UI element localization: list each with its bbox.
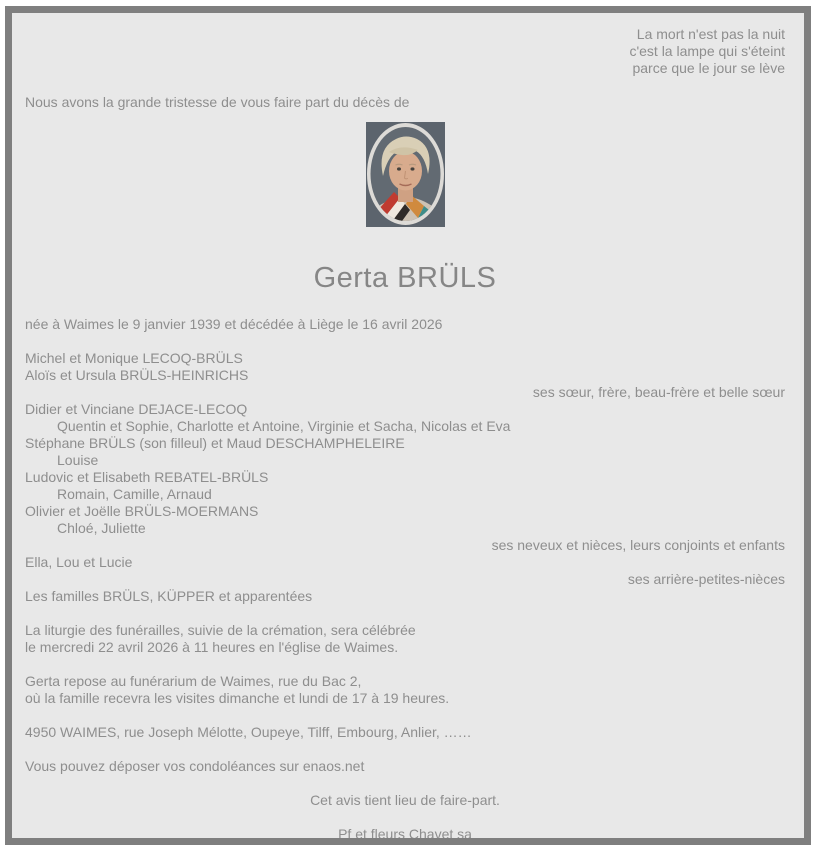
right-eye (410, 167, 414, 170)
family-children-line: Louise (57, 452, 99, 468)
family-list (25, 350, 785, 605)
condolences-line: Vous pouvez déposer vos condoléances sur enaos.net (25, 758, 365, 774)
poem-line-1: La mort n'est pas la nuit (636, 26, 785, 42)
liturgy-paragraph (25, 622, 785, 656)
great-great-nieces-line: Ella, Lou et Lucie (25, 554, 133, 570)
family-member-line: Stéphane BRÜLS (son filleul) et Maud DESCHAMPHELEIRE (25, 435, 405, 451)
great-great-nieces-relation: ses arrière-petites-nièces (627, 571, 785, 587)
poem-line-3: parce que le jour se lève (632, 60, 785, 76)
sibling-line: Aloïs et Ursula BRÜLS-HEINRICHS (25, 367, 249, 383)
intro-line: Nous avons la grande tristesse de vous faire part du décès de (25, 94, 410, 110)
family-children-line: Romain, Camille, Arnaud (57, 486, 212, 502)
portrait-photo-graphic (366, 122, 445, 227)
poem-line-2: c'est la lampe qui s'éteint (629, 43, 785, 59)
nieces-nephews-relation: ses neveux et nièces, leurs conjoints et enfants (491, 537, 785, 553)
repose-paragraph (25, 673, 785, 707)
repose-line: Gerta repose au funérarium de Waimes, rue du Bac 2, (25, 673, 362, 689)
family-children-line: Chloé, Juliette (57, 520, 146, 536)
family-member-line: Olivier et Joëlle BRÜLS-MOERMANS (25, 503, 259, 519)
family-children-line: Quentin et Sophie, Charlotte et Antoine, Virginie et Sacha, Nicolas et Eva (57, 418, 511, 434)
liturgy-line: le mercredi 22 avril 2026 à 11 heures en l'église de Waimes. (25, 639, 399, 655)
address-line: 4950 WAIMES, rue Joseph Mélotte, Oupeye, Tilff, Embourg, Anlier, …… (25, 724, 472, 740)
notice-line: Cet avis tient lieu de faire-part. (310, 792, 500, 808)
epitaph-poem (25, 26, 785, 77)
photo-row (25, 122, 785, 231)
announcement-card (5, 6, 811, 845)
announcement-content (12, 13, 804, 843)
birth-death-line: née à Waimes le 9 janvier 1939 et décédée à Liège le 16 avril 2026 (25, 316, 443, 332)
related-families-line: Les familles BRÜLS, KÜPPER et apparentées (25, 588, 313, 604)
repose-line: où la famille recevra les visites dimanche et lundi de 17 à 19 heures. (25, 690, 450, 706)
left-eye (397, 167, 401, 170)
portrait-photo (366, 122, 445, 227)
funeral-home-line: Pf et fleurs Chavet sa (338, 826, 472, 842)
family-member-line: Didier et Vinciane DEJACE-LECOQ (25, 401, 248, 417)
liturgy-line: La liturgie des funérailles, suivie de la crémation, sera célébrée (25, 622, 416, 638)
siblings-relation: ses sœur, frère, beau-frère et belle sœur (532, 384, 785, 400)
sibling-line: Michel et Monique LECOQ-BRÜLS (25, 350, 243, 366)
deceased-name: Gerta BRÜLS (313, 262, 497, 294)
family-member-line: Ludovic et Elisabeth REBATEL-BRÜLS (25, 469, 269, 485)
